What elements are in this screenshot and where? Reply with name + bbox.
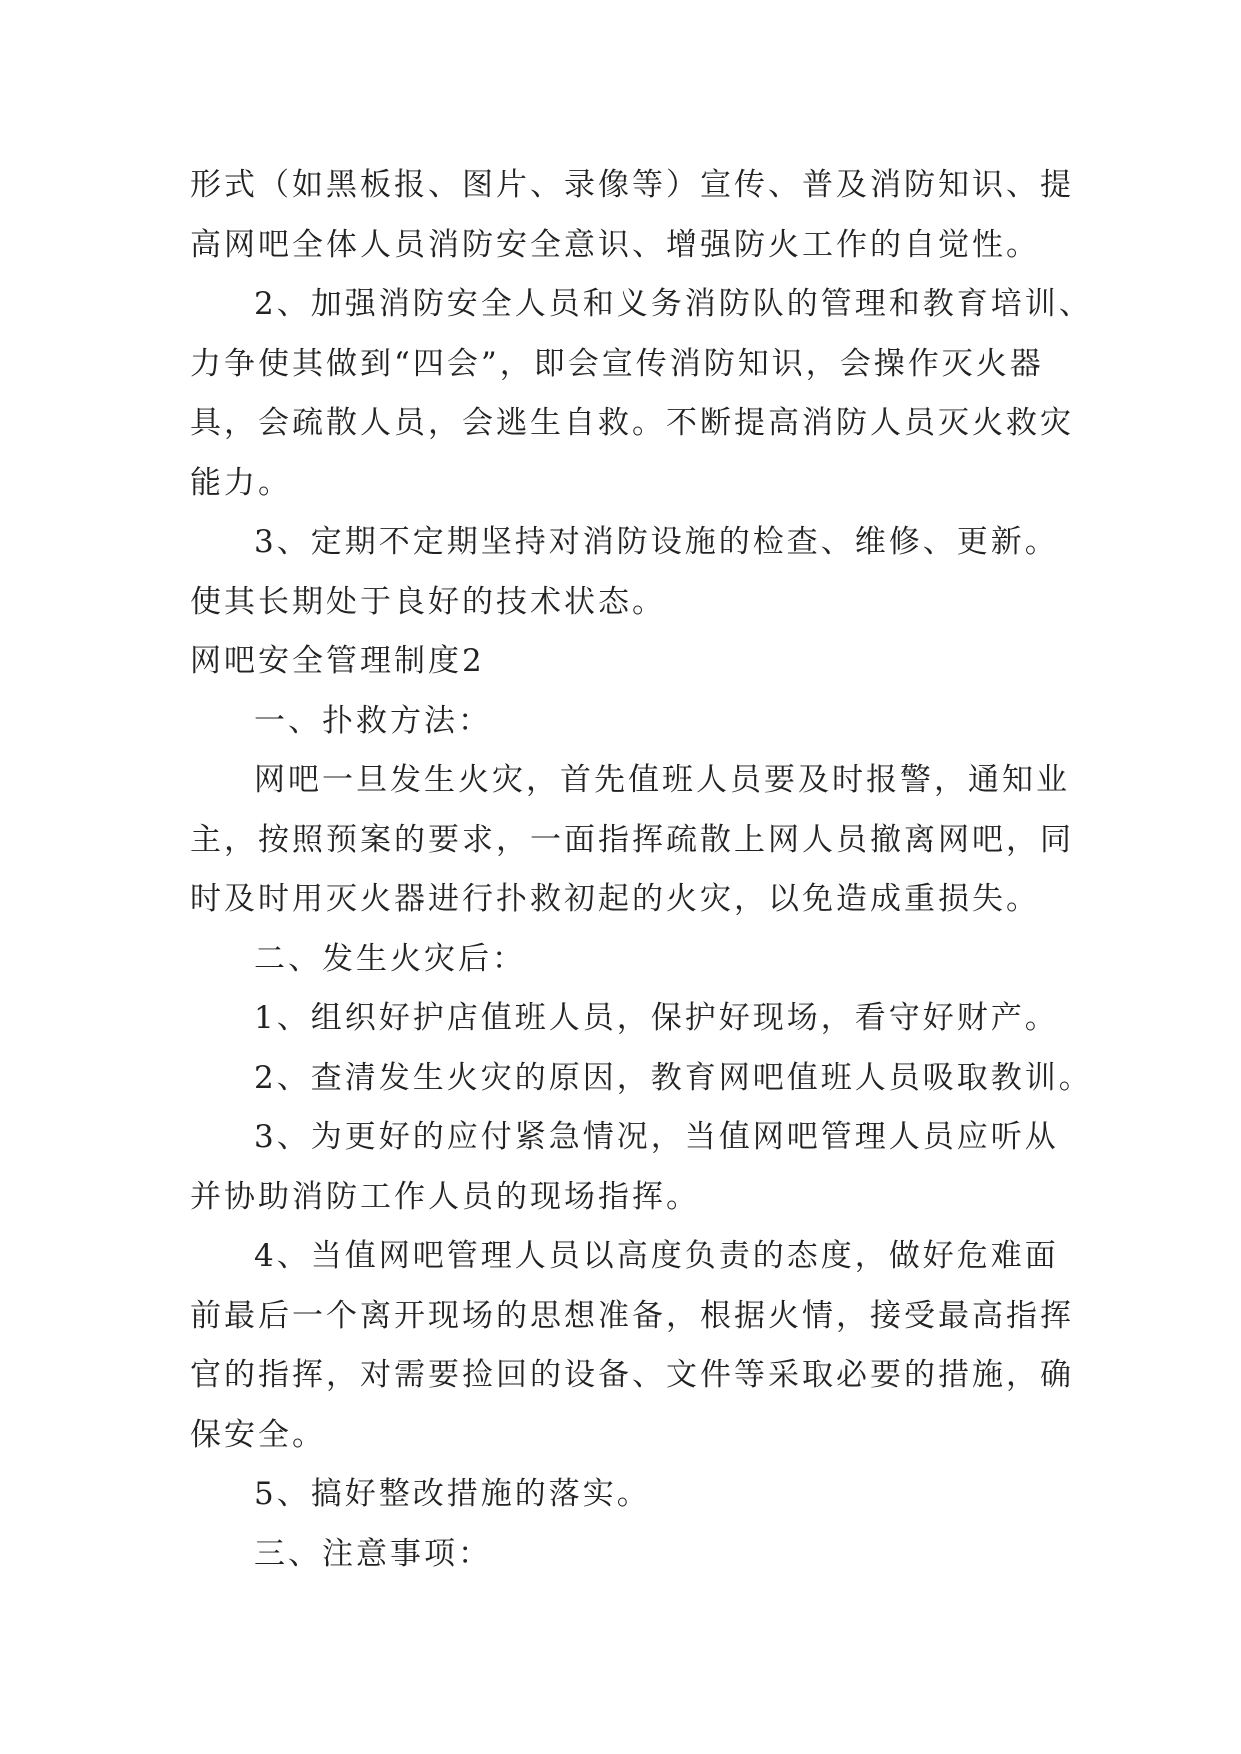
paragraph-line: 能力。 [190, 464, 292, 501]
paragraph-line: 使其长期处于良好的技术状态。 [190, 583, 666, 620]
paragraph-line: 高网吧全体人员消防安全意识、增强防火工作的自觉性。 [190, 226, 1040, 263]
paragraph-line: 具，会疏散人员，会逃生自救。不断提高消防人员灭火救灾 [190, 405, 1074, 441]
paragraph-line: 4、当值网吧管理人员以高度负责的态度，做好危难面 [254, 1238, 1059, 1274]
paragraph-line: 前最后一个离开现场的思想准备，根据火情，接受最高指挥 [190, 1297, 1074, 1334]
paragraph-line: 3、为更好的应付紧急情况，当值网吧管理人员应听从 [254, 1119, 1059, 1155]
subsection-heading: 三、注意事项： [254, 1535, 492, 1572]
section-heading: 网吧安全管理制度2 [190, 643, 485, 679]
paragraph-line: 时及时用灭火器进行扑救初起的火灾，以免造成重损失。 [190, 881, 1040, 917]
paragraph-line: 保安全。 [190, 1416, 326, 1453]
paragraph-line: 3、定期不定期坚持对消防设施的检查、维修、更新。 [254, 524, 1059, 560]
paragraph-line: 官的指挥，对需要捡回的设备、文件等采取必要的措施，确 [190, 1357, 1074, 1393]
paragraph-line: 形式（如黑板报、图片、录像等）宣传、普及消防知识、提 [190, 167, 1074, 203]
subsection-heading: 一、扑救方法： [254, 702, 492, 739]
paragraph-line: 网吧一旦发生火灾，首先值班人员要及时报警，通知业 [254, 762, 1070, 798]
paragraph-line: 1、组织好护店值班人员，保护好现场，看守好财产。 [254, 1000, 1059, 1036]
paragraph-line: 5、搞好整改措施的落实。 [254, 1476, 651, 1512]
paragraph-line: 2、加强消防安全人员和义务消防队的管理和教育培训、 [254, 286, 1093, 322]
subsection-heading: 二、发生火灾后： [254, 940, 526, 977]
paragraph-line: 主，按照预案的要求，一面指挥疏散上网人员撤离网吧，同 [190, 821, 1074, 858]
paragraph-line: 2、查清发生火灾的原因，教育网吧值班人员吸取教训。 [254, 1059, 1093, 1096]
paragraph-line: 并协助消防工作人员的现场指挥。 [190, 1178, 700, 1215]
paragraph-line: 力争使其做到“四会”，即会宣传消防知识，会操作灭火器 [190, 345, 1044, 382]
document-body [190, 156, 1093, 1584]
